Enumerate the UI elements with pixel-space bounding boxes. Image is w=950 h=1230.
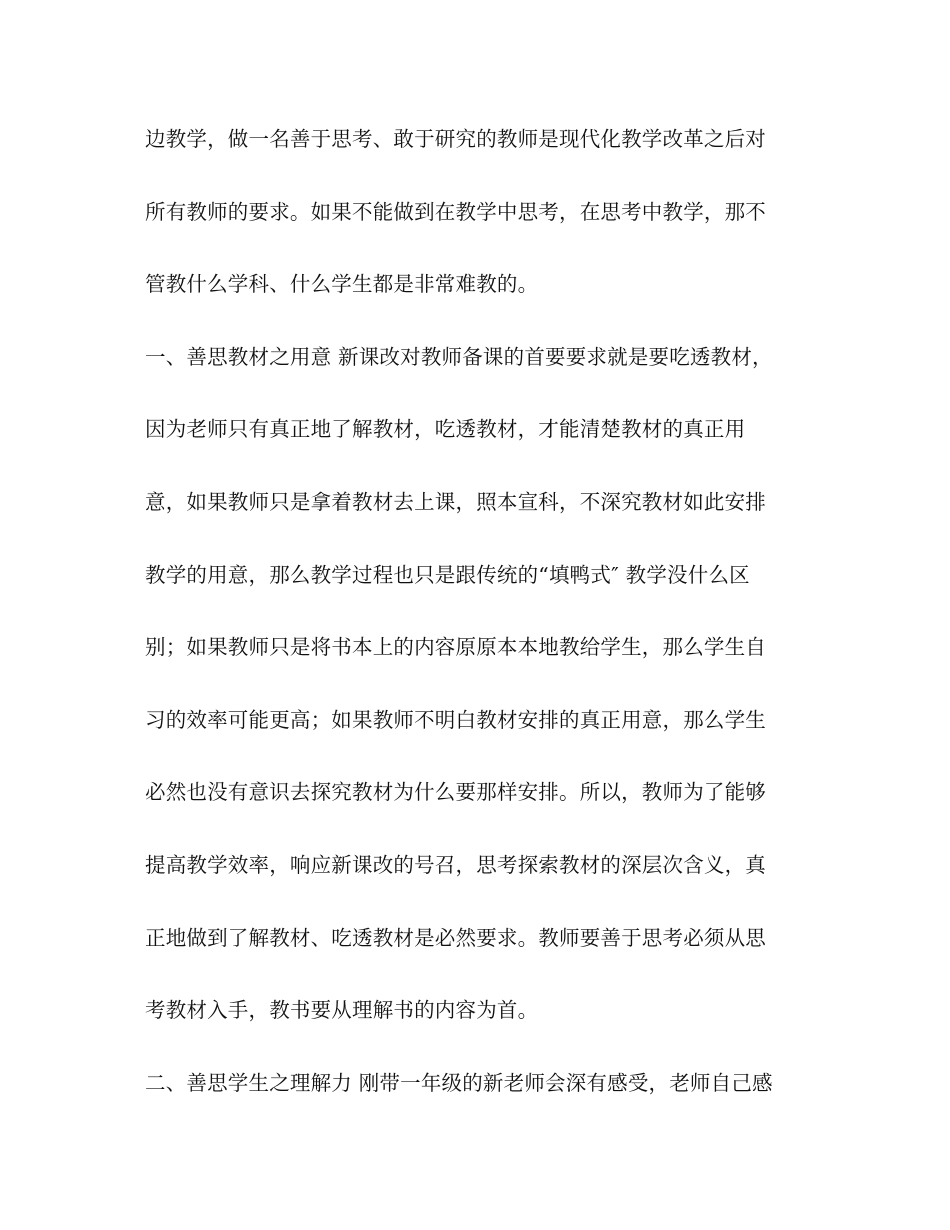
text-line: 教学的用意，那么教学过程也只是跟传统的“填鸭式″ 教学没什么区 <box>145 562 750 587</box>
text-line: 提高教学效率，响应新课改的号召，思考探索教材的深层次含义，真 <box>145 852 766 877</box>
text-line: 边教学，做一名善于思考、敢于研究的教师是现代化教学改革之后对 <box>145 127 766 151</box>
text-line: 管教什么学科、什么学生都是非常难教的。 <box>145 272 539 297</box>
text-line: 因为老师只有真正地了解教材，吃透教材，才能清楚教材的真正用 <box>145 417 746 442</box>
text-line: 正地做到了解教材、吃透教材是必然要求。教师要善于思考必须从思 <box>145 925 766 950</box>
text-line: 必然也没有意识去探究教材为什么要那样安排。所以，教师为了能够 <box>145 780 766 805</box>
text-line: 所有教师的要求。如果不能做到在教学中思考，在思考中教学，那不 <box>145 199 766 224</box>
text-line: 习的效率可能更高；如果教师不明白教材安排的真正用意，那么学生 <box>145 707 766 732</box>
text-line: 意，如果教师只是拿着教材去上课，照本宣科，不深究教材如此安排 <box>145 489 766 514</box>
section-heading-line: 二、善思学生之理解力 刚带一年级的新老师会深有感受，老师自己感 <box>145 1070 773 1095</box>
text-line: 考教材入手，教书要从理解书的内容为首。 <box>145 998 539 1023</box>
text-line: 别；如果教师只是将书本上的内容原原本本地教给学生，那么学生自 <box>145 635 766 660</box>
body-text <box>145 119 815 1135</box>
section-heading-line: 一、善思教材之用意 新课改对教师备课的首要要求就是要吃透教材， <box>145 344 773 369</box>
